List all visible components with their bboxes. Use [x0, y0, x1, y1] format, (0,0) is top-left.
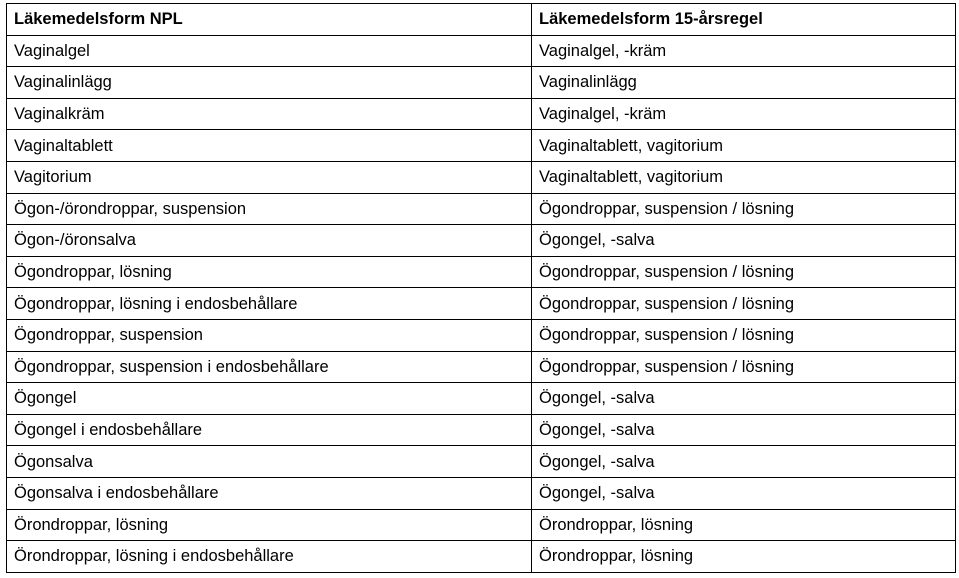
table-row	[7, 67, 956, 99]
cell-npl: Ögonsalva i endosbehållare	[7, 477, 532, 509]
table-row	[7, 351, 956, 383]
cell-npl: Ögongel	[7, 383, 532, 415]
cell-15-arsregel: Örondroppar, lösning	[532, 541, 956, 573]
cell-npl: Örondroppar, lösning	[7, 509, 532, 541]
cell-npl: Ögon-/öronsalva	[7, 225, 532, 257]
table-row	[7, 161, 956, 193]
cell-15-arsregel: Ögongel, -salva	[532, 446, 956, 478]
table-row	[7, 130, 956, 162]
table-row	[7, 35, 956, 67]
table-row	[7, 225, 956, 257]
cell-15-arsregel: Ögondroppar, suspension / lösning	[532, 193, 956, 225]
cell-15-arsregel: Ögongel, -salva	[532, 414, 956, 446]
cell-15-arsregel: Ögondroppar, suspension / lösning	[532, 351, 956, 383]
header-npl: Läkemedelsform NPL	[7, 4, 532, 36]
cell-15-arsregel: Vaginaltablett, vagitorium	[532, 161, 956, 193]
header-15-arsregel: Läkemedelsform 15-årsregel	[532, 4, 956, 36]
cell-npl: Ögondroppar, suspension	[7, 319, 532, 351]
cell-15-arsregel: Vaginalgel, -kräm	[532, 98, 956, 130]
cell-npl: Vaginalkräm	[7, 98, 532, 130]
table-row	[7, 446, 956, 478]
table-row	[7, 288, 956, 320]
dosage-form-table	[6, 3, 956, 573]
table-row	[7, 319, 956, 351]
cell-15-arsregel: Vaginaltablett, vagitorium	[532, 130, 956, 162]
cell-15-arsregel: Ögondroppar, suspension / lösning	[532, 319, 956, 351]
table-row	[7, 98, 956, 130]
cell-npl: Ögondroppar, suspension i endosbehållare	[7, 351, 532, 383]
table-row	[7, 509, 956, 541]
table-row	[7, 193, 956, 225]
cell-npl: Vagitorium	[7, 161, 532, 193]
cell-npl: Ögondroppar, lösning	[7, 256, 532, 288]
cell-npl: Vaginalgel	[7, 35, 532, 67]
cell-npl: Ögon-/örondroppar, suspension	[7, 193, 532, 225]
cell-15-arsregel: Örondroppar, lösning	[532, 509, 956, 541]
table-row	[7, 383, 956, 415]
cell-15-arsregel: Ögondroppar, suspension / lösning	[532, 256, 956, 288]
cell-npl: Örondroppar, lösning i endosbehållare	[7, 541, 532, 573]
cell-npl: Vaginaltablett	[7, 130, 532, 162]
cell-npl: Ögonsalva	[7, 446, 532, 478]
table-row	[7, 256, 956, 288]
cell-15-arsregel: Ögongel, -salva	[532, 477, 956, 509]
cell-15-arsregel: Vaginalinlägg	[532, 67, 956, 99]
cell-npl: Ögongel i endosbehållare	[7, 414, 532, 446]
cell-15-arsregel: Ögondroppar, suspension / lösning	[532, 288, 956, 320]
cell-15-arsregel: Ögongel, -salva	[532, 383, 956, 415]
table-header-row	[7, 4, 956, 36]
cell-npl: Vaginalinlägg	[7, 67, 532, 99]
cell-npl: Ögondroppar, lösning i endosbehållare	[7, 288, 532, 320]
cell-15-arsregel: Ögongel, -salva	[532, 225, 956, 257]
table-row	[7, 477, 956, 509]
table-row	[7, 541, 956, 573]
table-row	[7, 414, 956, 446]
cell-15-arsregel: Vaginalgel, -kräm	[532, 35, 956, 67]
